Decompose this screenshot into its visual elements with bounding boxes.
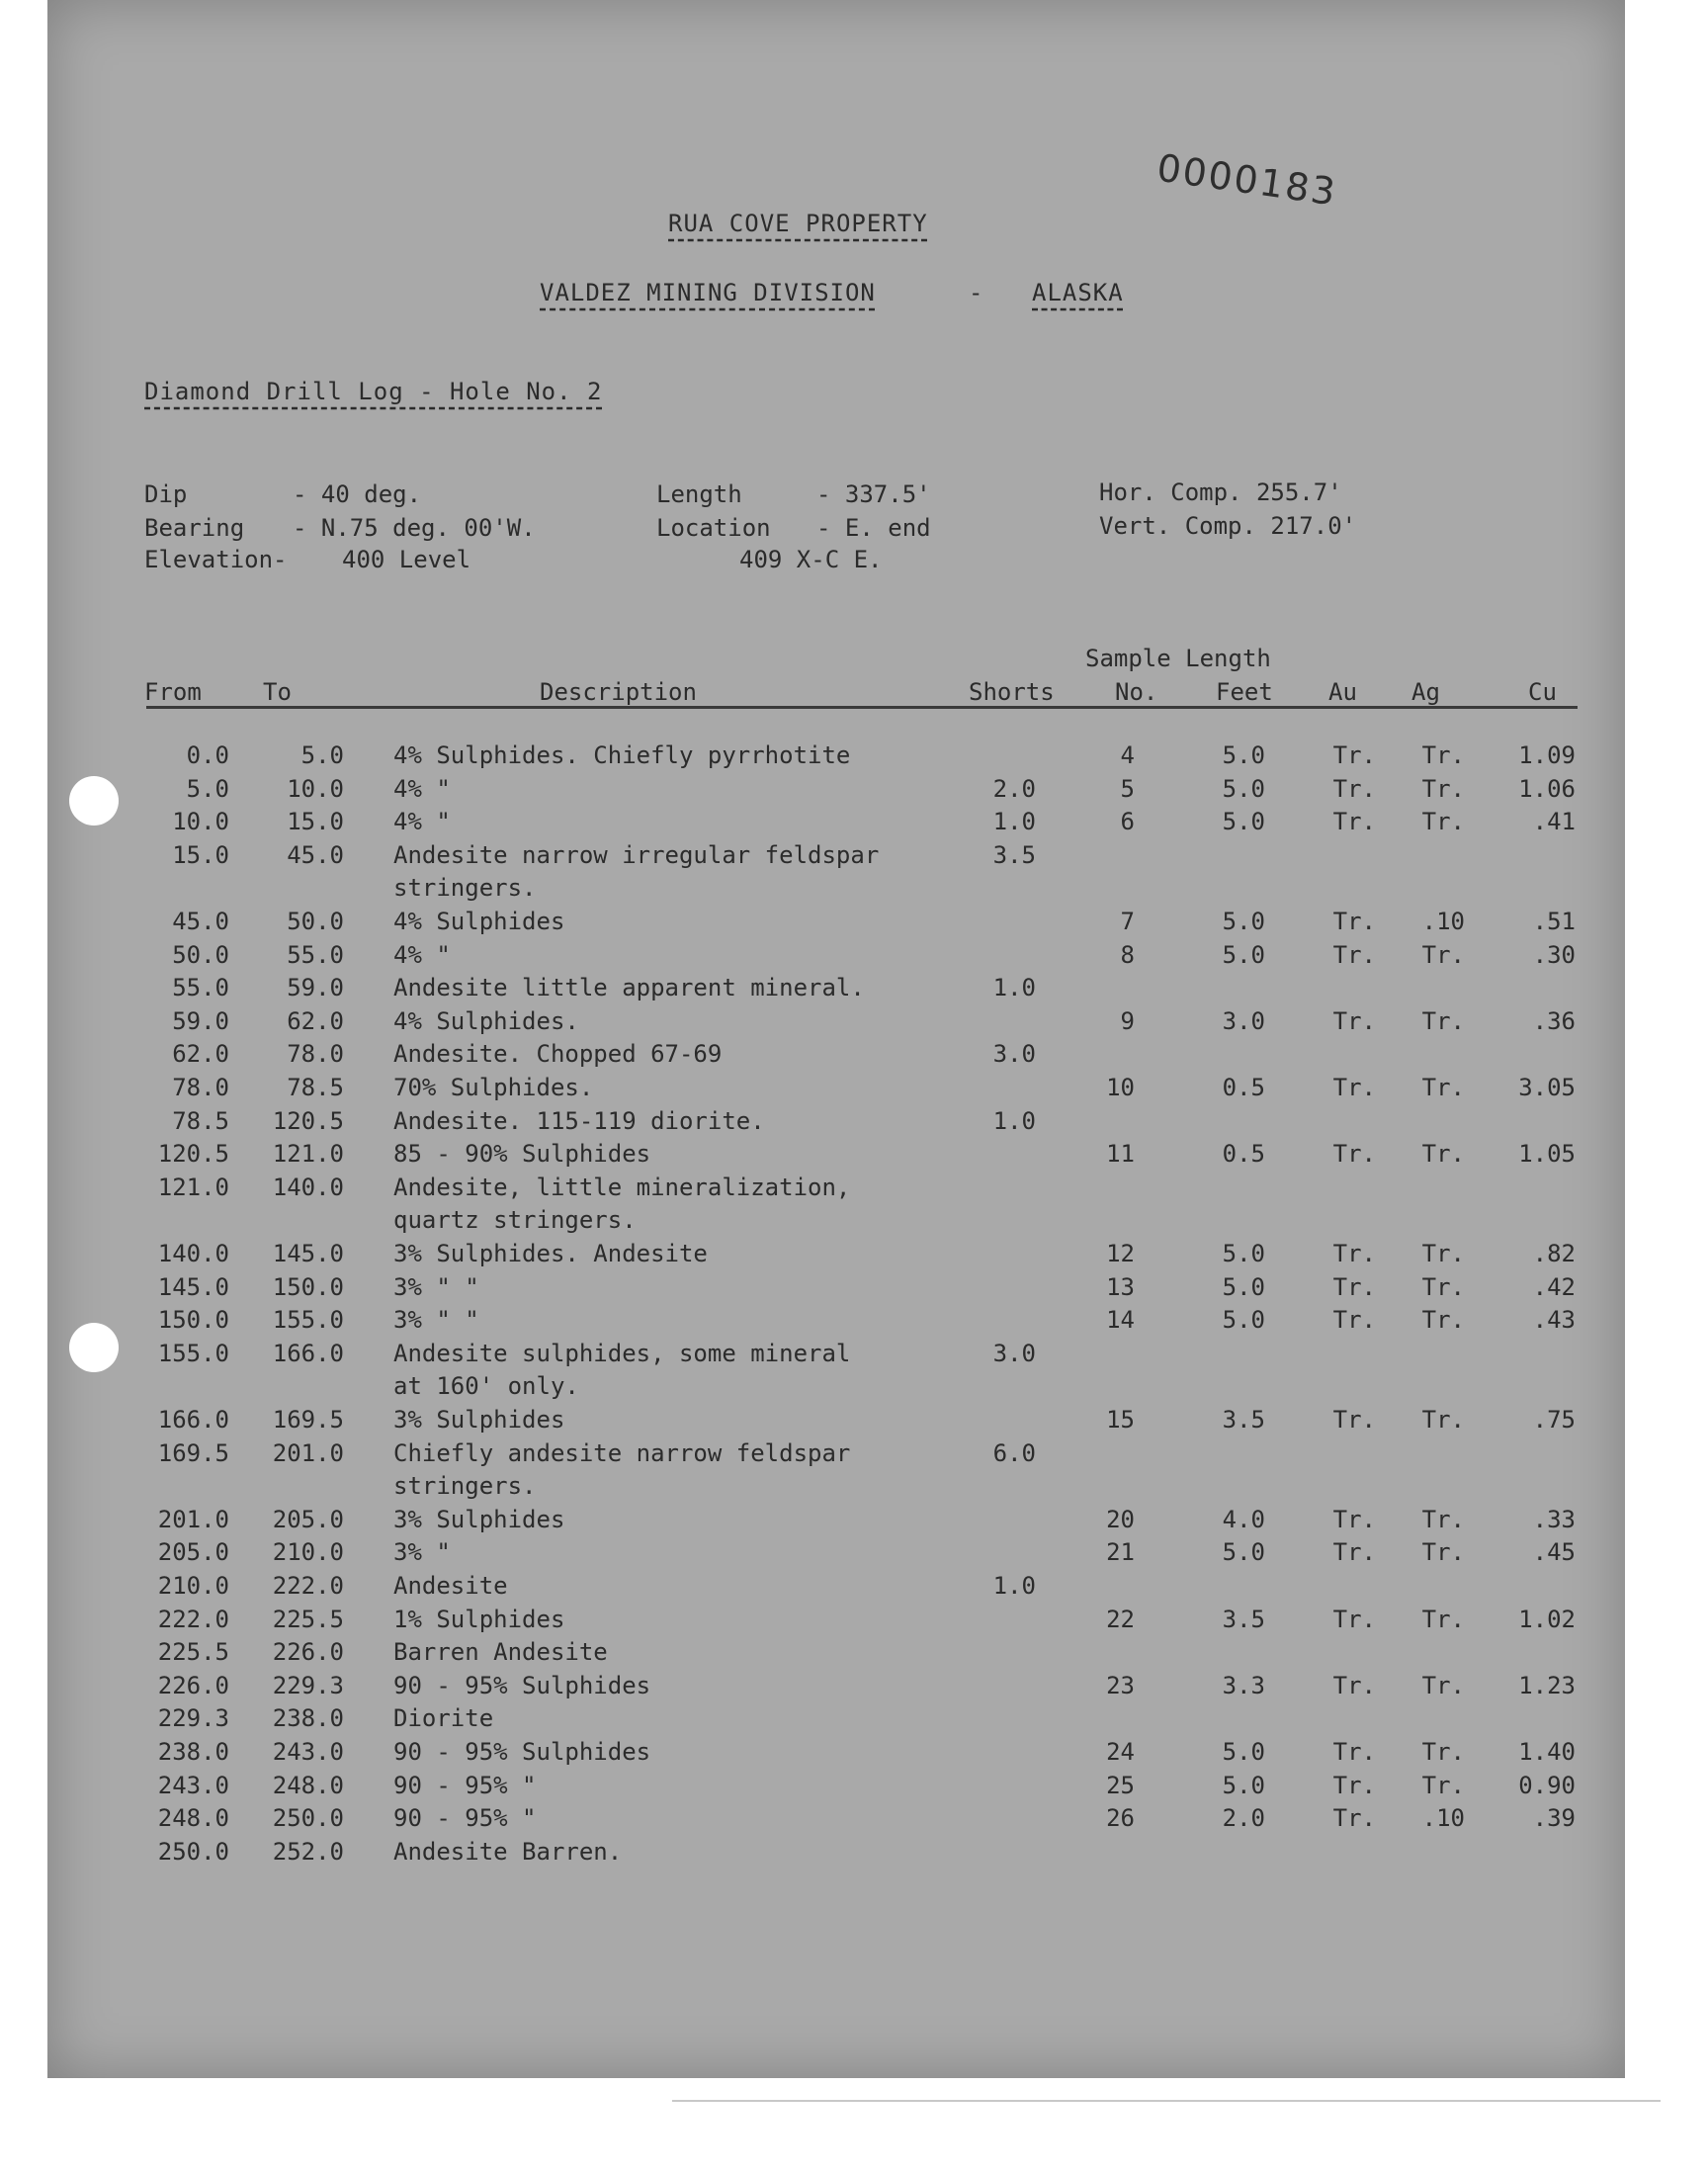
sample-no-cell: 24 — [1106, 1738, 1135, 1766]
description-cell: Andesite sulphides, some mineral — [393, 1339, 851, 1367]
to-cell: 210.0 — [272, 1538, 344, 1567]
to-cell: 5.0 — [300, 741, 344, 769]
cu-cell: 1.23 — [1518, 1671, 1576, 1699]
au-cell: Tr. — [1332, 1538, 1376, 1567]
cu-cell: 1.40 — [1518, 1738, 1576, 1766]
col-sample-length: Sample Length — [1085, 645, 1271, 672]
cu-cell: .45 — [1532, 1538, 1576, 1567]
to-cell: 50.0 — [287, 908, 344, 935]
feet-cell: 3.5 — [1222, 1605, 1265, 1633]
sample-no-cell: 8 — [1120, 940, 1135, 969]
to-cell: 78.0 — [287, 1040, 344, 1069]
sample-no-cell: 20 — [1106, 1505, 1135, 1533]
from-cell: 226.0 — [157, 1671, 229, 1699]
from-cell: 155.0 — [157, 1339, 229, 1367]
punch-hole — [69, 1323, 119, 1372]
description-cell: Andesite Barren. — [393, 1837, 623, 1866]
description-cell: 3% " " — [393, 1306, 479, 1335]
from-cell: 45.0 — [172, 908, 229, 935]
cu-cell: .43 — [1532, 1306, 1576, 1335]
cu-cell: 0.90 — [1518, 1771, 1576, 1799]
description-cell: 3% Sulphides — [393, 1406, 565, 1434]
to-cell: 78.5 — [287, 1074, 344, 1101]
sample-no-cell: 15 — [1106, 1406, 1135, 1434]
description-cell: 4% " — [393, 808, 451, 836]
from-cell: 225.5 — [157, 1638, 229, 1667]
description-cell: Andesite narrow irregular feldspar — [393, 840, 880, 869]
to-cell: 225.5 — [272, 1605, 344, 1633]
col-from: From — [144, 678, 202, 706]
description-cell: Barren Andesite — [393, 1638, 608, 1667]
punch-hole — [69, 776, 119, 826]
feet-cell: 2.0 — [1222, 1804, 1265, 1833]
scan-edge — [672, 2100, 1661, 2102]
from-cell: 238.0 — [157, 1738, 229, 1766]
to-cell: 59.0 — [287, 974, 344, 1002]
cu-cell: .33 — [1532, 1505, 1576, 1533]
cu-cell: 1.09 — [1518, 741, 1576, 769]
description-cell: Andesite, little mineralization, — [393, 1173, 851, 1201]
feet-cell: 5.0 — [1222, 1771, 1265, 1799]
vert-comp: Vert. Comp. 217.0' — [1099, 512, 1357, 540]
feet-cell: 3.0 — [1222, 1006, 1265, 1035]
document-number-stamp: 0000183 — [1153, 145, 1340, 215]
au-cell: Tr. — [1332, 908, 1376, 935]
sample-no-cell: 21 — [1106, 1538, 1135, 1567]
ag-cell: Tr. — [1421, 1538, 1465, 1567]
sample-no-cell: 25 — [1106, 1771, 1135, 1799]
col-cu: Cu — [1528, 678, 1557, 706]
property-title: RUA COVE PROPERTY — [668, 210, 928, 237]
au-cell: Tr. — [1332, 1505, 1376, 1533]
to-cell: 120.5 — [272, 1106, 344, 1135]
from-cell: 78.0 — [172, 1074, 229, 1101]
ag-cell: Tr. — [1421, 741, 1465, 769]
description-cell: 4% Sulphides. — [393, 1006, 579, 1035]
sample-no-cell: 10 — [1106, 1074, 1135, 1101]
cu-cell: .41 — [1532, 808, 1576, 836]
feet-cell: 5.0 — [1222, 808, 1265, 836]
au-cell: Tr. — [1332, 808, 1376, 836]
col-to: To — [263, 678, 292, 706]
shorts-cell: 3.5 — [992, 840, 1036, 869]
bearing-label: Bearing — [144, 514, 245, 542]
shorts-cell: 3.0 — [992, 1040, 1036, 1069]
sample-no-cell: 6 — [1120, 808, 1135, 836]
au-cell: Tr. — [1332, 1306, 1376, 1335]
from-cell: 169.5 — [157, 1438, 229, 1467]
sample-no-cell: 13 — [1106, 1272, 1135, 1301]
au-cell: Tr. — [1332, 774, 1376, 803]
sample-no-cell: 9 — [1120, 1006, 1135, 1035]
ag-cell: Tr. — [1421, 1140, 1465, 1169]
au-cell: Tr. — [1332, 1738, 1376, 1766]
sample-no-cell: 7 — [1120, 908, 1135, 935]
col-description: Description — [540, 678, 697, 706]
cu-cell: .75 — [1532, 1406, 1576, 1434]
from-cell: 15.0 — [172, 840, 229, 869]
from-cell: 50.0 — [172, 940, 229, 969]
to-cell: 45.0 — [287, 840, 344, 869]
ag-cell: Tr. — [1421, 1074, 1465, 1101]
cu-cell: .30 — [1532, 940, 1576, 969]
from-cell: 59.0 — [172, 1006, 229, 1035]
au-cell: Tr. — [1332, 1804, 1376, 1833]
to-cell: 252.0 — [272, 1837, 344, 1866]
description-cell: stringers. — [393, 874, 537, 903]
au-cell: Tr. — [1332, 1140, 1376, 1169]
to-cell: 155.0 — [272, 1306, 344, 1335]
description-cell: 4% " — [393, 940, 451, 969]
ag-cell: Tr. — [1421, 1671, 1465, 1699]
ag-cell: Tr. — [1421, 774, 1465, 803]
shorts-cell: 2.0 — [992, 774, 1036, 803]
hor-comp: Hor. Comp. 255.7' — [1099, 478, 1342, 506]
feet-cell: 5.0 — [1222, 1240, 1265, 1267]
to-cell: 121.0 — [272, 1140, 344, 1169]
sample-no-cell: 5 — [1120, 774, 1135, 803]
feet-cell: 3.5 — [1222, 1406, 1265, 1434]
to-cell: 55.0 — [287, 940, 344, 969]
feet-cell: 5.0 — [1222, 908, 1265, 935]
cu-cell: .42 — [1532, 1272, 1576, 1301]
col-no: No. — [1115, 678, 1158, 706]
ag-cell: Tr. — [1421, 1240, 1465, 1267]
ag-cell: Tr. — [1421, 1505, 1465, 1533]
to-cell: 250.0 — [272, 1804, 344, 1833]
description-cell: Diorite — [393, 1704, 494, 1733]
ag-cell: Tr. — [1421, 1006, 1465, 1035]
sample-no-cell: 23 — [1106, 1671, 1135, 1699]
ag-cell: Tr. — [1421, 808, 1465, 836]
to-cell: 229.3 — [272, 1671, 344, 1699]
description-cell: 90 - 95% Sulphides — [393, 1671, 651, 1699]
to-cell: 166.0 — [272, 1339, 344, 1367]
from-cell: 145.0 — [157, 1272, 229, 1301]
feet-cell: 0.5 — [1222, 1074, 1265, 1101]
description-cell: Andesite. Chopped 67-69 — [393, 1040, 723, 1069]
ag-cell: .10 — [1421, 908, 1465, 935]
description-cell: 3% " — [393, 1538, 451, 1567]
ag-cell: Tr. — [1421, 1272, 1465, 1301]
from-cell: 243.0 — [157, 1771, 229, 1799]
sample-no-cell: 14 — [1106, 1306, 1135, 1335]
division-title: VALDEZ MINING DIVISION — [540, 279, 876, 306]
cu-cell: 1.06 — [1518, 774, 1576, 803]
to-cell: 238.0 — [272, 1704, 344, 1733]
description-cell: 1% Sulphides — [393, 1605, 565, 1633]
from-cell: 248.0 — [157, 1804, 229, 1833]
from-cell: 62.0 — [172, 1040, 229, 1069]
from-cell: 250.0 — [157, 1837, 229, 1866]
to-cell: 62.0 — [287, 1006, 344, 1035]
feet-cell: 5.0 — [1222, 1538, 1265, 1567]
to-cell: 243.0 — [272, 1738, 344, 1766]
au-cell: Tr. — [1332, 1771, 1376, 1799]
from-cell: 55.0 — [172, 974, 229, 1002]
from-cell: 78.5 — [172, 1106, 229, 1135]
feet-cell: 5.0 — [1222, 1272, 1265, 1301]
shorts-cell: 1.0 — [992, 974, 1036, 1002]
description-cell: Andesite. 115-119 diorite. — [393, 1106, 765, 1135]
sample-no-cell: 11 — [1106, 1140, 1135, 1169]
ag-cell: Tr. — [1421, 1738, 1465, 1766]
description-cell: stringers. — [393, 1472, 537, 1501]
ag-cell: Tr. — [1421, 940, 1465, 969]
header-rule — [146, 706, 1578, 709]
sample-no-cell: 4 — [1120, 741, 1135, 769]
description-cell: 90 - 95% " — [393, 1804, 537, 1833]
feet-cell: 3.3 — [1222, 1671, 1265, 1699]
col-ag: Ag — [1411, 678, 1440, 706]
au-cell: Tr. — [1332, 1240, 1376, 1267]
description-cell: 85 - 90% Sulphides — [393, 1140, 651, 1169]
to-cell: 169.5 — [272, 1406, 344, 1434]
feet-cell: 5.0 — [1222, 1738, 1265, 1766]
feet-cell: 5.0 — [1222, 774, 1265, 803]
from-cell: 166.0 — [157, 1406, 229, 1434]
cu-cell: .39 — [1532, 1804, 1576, 1833]
feet-cell: 5.0 — [1222, 1306, 1265, 1335]
to-cell: 10.0 — [287, 774, 344, 803]
au-cell: Tr. — [1332, 1671, 1376, 1699]
length-label: Length — [656, 480, 742, 508]
ag-cell: Tr. — [1421, 1771, 1465, 1799]
au-cell: Tr. — [1332, 1006, 1376, 1035]
to-cell: 222.0 — [272, 1572, 344, 1600]
ag-cell: Tr. — [1421, 1406, 1465, 1434]
to-cell: 145.0 — [272, 1240, 344, 1267]
feet-cell: 5.0 — [1222, 940, 1265, 969]
sample-no-cell: 22 — [1106, 1605, 1135, 1633]
sample-no-cell: 12 — [1106, 1240, 1135, 1267]
description-cell: 3% Sulphides. Andesite — [393, 1240, 708, 1267]
cu-cell: 1.02 — [1518, 1605, 1576, 1633]
description-cell: 4% Sulphides. Chiefly pyrrhotite — [393, 741, 851, 769]
au-cell: Tr. — [1332, 1272, 1376, 1301]
to-cell: 248.0 — [272, 1771, 344, 1799]
bearing-value: - N.75 deg. 00'W. — [293, 514, 536, 542]
shorts-cell: 1.0 — [992, 1572, 1036, 1600]
au-cell: Tr. — [1332, 1074, 1376, 1101]
state-title: ALASKA — [1032, 279, 1124, 306]
col-feet: Feet — [1216, 678, 1273, 706]
ag-cell: .10 — [1421, 1804, 1465, 1833]
description-cell: 70% Sulphides. — [393, 1074, 594, 1101]
cu-cell: .82 — [1532, 1240, 1576, 1267]
description-cell: Andesite — [393, 1572, 508, 1600]
dip-value: - 40 deg. — [293, 480, 422, 508]
length-value: - 337.5' — [816, 480, 931, 508]
col-shorts: Shorts — [969, 678, 1055, 706]
description-cell: 3% " " — [393, 1272, 479, 1301]
shorts-cell: 1.0 — [992, 808, 1036, 836]
cu-cell: .51 — [1532, 908, 1576, 935]
dip-label: Dip — [144, 480, 188, 508]
au-cell: Tr. — [1332, 741, 1376, 769]
cu-cell: 3.05 — [1518, 1074, 1576, 1101]
from-cell: 201.0 — [157, 1505, 229, 1533]
col-au: Au — [1328, 678, 1357, 706]
feet-cell: 4.0 — [1222, 1505, 1265, 1533]
to-cell: 201.0 — [272, 1438, 344, 1467]
description-cell: 4% " — [393, 774, 451, 803]
cu-cell: .36 — [1532, 1006, 1576, 1035]
log-title: Diamond Drill Log - Hole No. 2 — [144, 378, 603, 405]
to-cell: 205.0 — [272, 1505, 344, 1533]
to-cell: 15.0 — [287, 808, 344, 836]
cu-cell: 1.05 — [1518, 1140, 1576, 1169]
from-cell: 5.0 — [186, 774, 229, 803]
ag-cell: Tr. — [1421, 1306, 1465, 1335]
title-dash: - — [969, 279, 983, 306]
description-cell: 90 - 95% Sulphides — [393, 1738, 651, 1766]
to-cell: 226.0 — [272, 1638, 344, 1667]
from-cell: 0.0 — [186, 741, 229, 769]
to-cell: 150.0 — [272, 1272, 344, 1301]
location-value: - E. end — [816, 514, 931, 542]
from-cell: 120.5 — [157, 1140, 229, 1169]
au-cell: Tr. — [1332, 1406, 1376, 1434]
feet-cell: 0.5 — [1222, 1140, 1265, 1169]
from-cell: 229.3 — [157, 1704, 229, 1733]
from-cell: 150.0 — [157, 1306, 229, 1335]
description-cell: at 160' only. — [393, 1372, 579, 1401]
from-cell: 121.0 — [157, 1173, 229, 1201]
from-cell: 205.0 — [157, 1538, 229, 1567]
from-cell: 210.0 — [157, 1572, 229, 1600]
shorts-cell: 3.0 — [992, 1339, 1036, 1367]
au-cell: Tr. — [1332, 1605, 1376, 1633]
location-value-2: 409 X-C E. — [739, 546, 883, 573]
from-cell: 140.0 — [157, 1240, 229, 1267]
au-cell: Tr. — [1332, 940, 1376, 969]
shorts-cell: 1.0 — [992, 1106, 1036, 1135]
description-cell: 4% Sulphides — [393, 908, 565, 935]
location-label: Location — [656, 514, 771, 542]
from-cell: 10.0 — [172, 808, 229, 836]
shorts-cell: 6.0 — [992, 1438, 1036, 1467]
elevation-value: 400 Level — [342, 546, 471, 573]
feet-cell: 5.0 — [1222, 741, 1265, 769]
description-cell: quartz stringers. — [393, 1206, 637, 1235]
description-cell: Andesite little apparent mineral. — [393, 974, 865, 1002]
ag-cell: Tr. — [1421, 1605, 1465, 1633]
to-cell: 140.0 — [272, 1173, 344, 1201]
description-cell: 3% Sulphides — [393, 1505, 565, 1533]
sample-no-cell: 26 — [1106, 1804, 1135, 1833]
description-cell: Chiefly andesite narrow feldspar — [393, 1438, 851, 1467]
elevation-label: Elevation- — [144, 546, 288, 573]
description-cell: 90 - 95% " — [393, 1771, 537, 1799]
from-cell: 222.0 — [157, 1605, 229, 1633]
